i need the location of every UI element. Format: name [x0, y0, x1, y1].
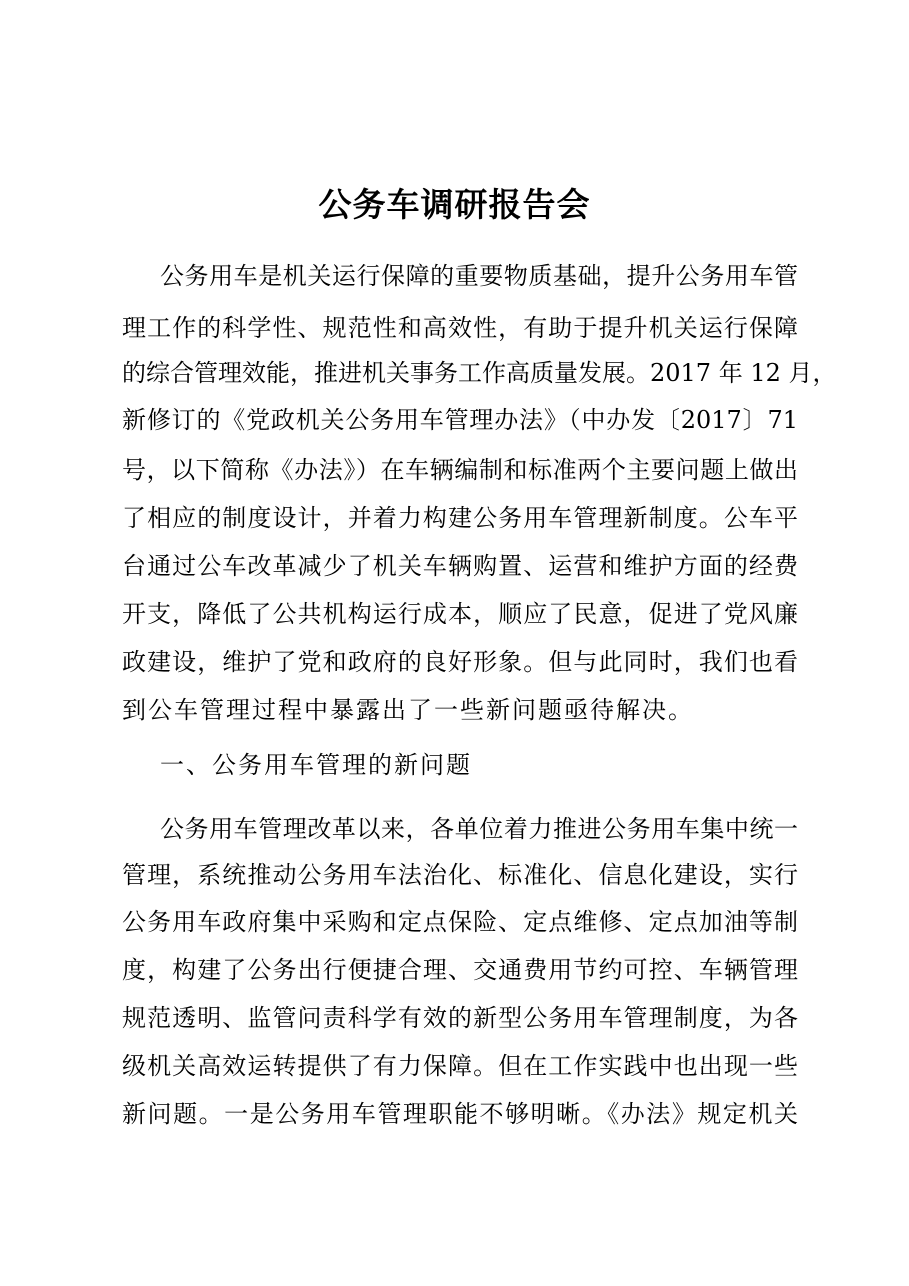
paragraph-line: 的综合管理效能，推进机关事务工作高质量发展。2017 年 12 月，: [122, 359, 837, 387]
paragraph-line: 公务用车是机关运行保障的重要物质基础，提升公务用车管: [160, 262, 798, 290]
paragraph-line: 管理，系统推动公务用车法治化、标准化、信息化建设，实行: [122, 861, 798, 889]
paragraph-line: 号，以下简称《办法》）在车辆编制和标准两个主要问题上做出: [122, 456, 798, 484]
paragraph-line: 新修订的《党政机关公务用车管理办法》（中办发〔2017〕71: [122, 406, 798, 434]
paragraph-line: 政建设，维护了党和政府的良好形象。但与此同时，我们也看: [122, 648, 798, 676]
document-title: 公务车调研报告会: [318, 185, 591, 224]
paragraph-line: 公务用车政府集中采购和定点保险、定点维修、定点加油等制: [122, 908, 798, 936]
paragraph-line: 开支，降低了公共机构运行成本，顺应了民意，促进了党风廉: [122, 600, 798, 628]
paragraph-line: 了相应的制度设计，并着力构建公务用车管理新制度。公车平: [122, 504, 798, 532]
paragraph-line: 规范透明、监管问责科学有效的新型公务用车管理制度，为各: [122, 1004, 798, 1032]
section-heading: 一、公务用车管理的新问题: [160, 751, 472, 779]
paragraph-line: 到公车管理过程中暴露出了一些新问题亟待解决。: [122, 696, 694, 724]
paragraph-line: 新问题。一是公务用车管理职能不够明晰。《办法》规定机关: [122, 1100, 798, 1128]
paragraph-line: 理工作的科学性、规范性和高效性，有助于提升机关运行保障: [122, 314, 798, 342]
paragraph-line: 台通过公车改革减少了机关车辆购置、运营和维护方面的经费: [122, 552, 798, 580]
paragraph-line: 度，构建了公务出行便捷合理、交通费用节约可控、车辆管理: [122, 956, 798, 984]
paragraph-line: 公务用车管理改革以来，各单位着力推进公务用车集中统一: [160, 815, 798, 843]
paragraph-line: 级机关高效运转提供了有力保障。但在工作实践中也出现一些: [122, 1052, 798, 1080]
